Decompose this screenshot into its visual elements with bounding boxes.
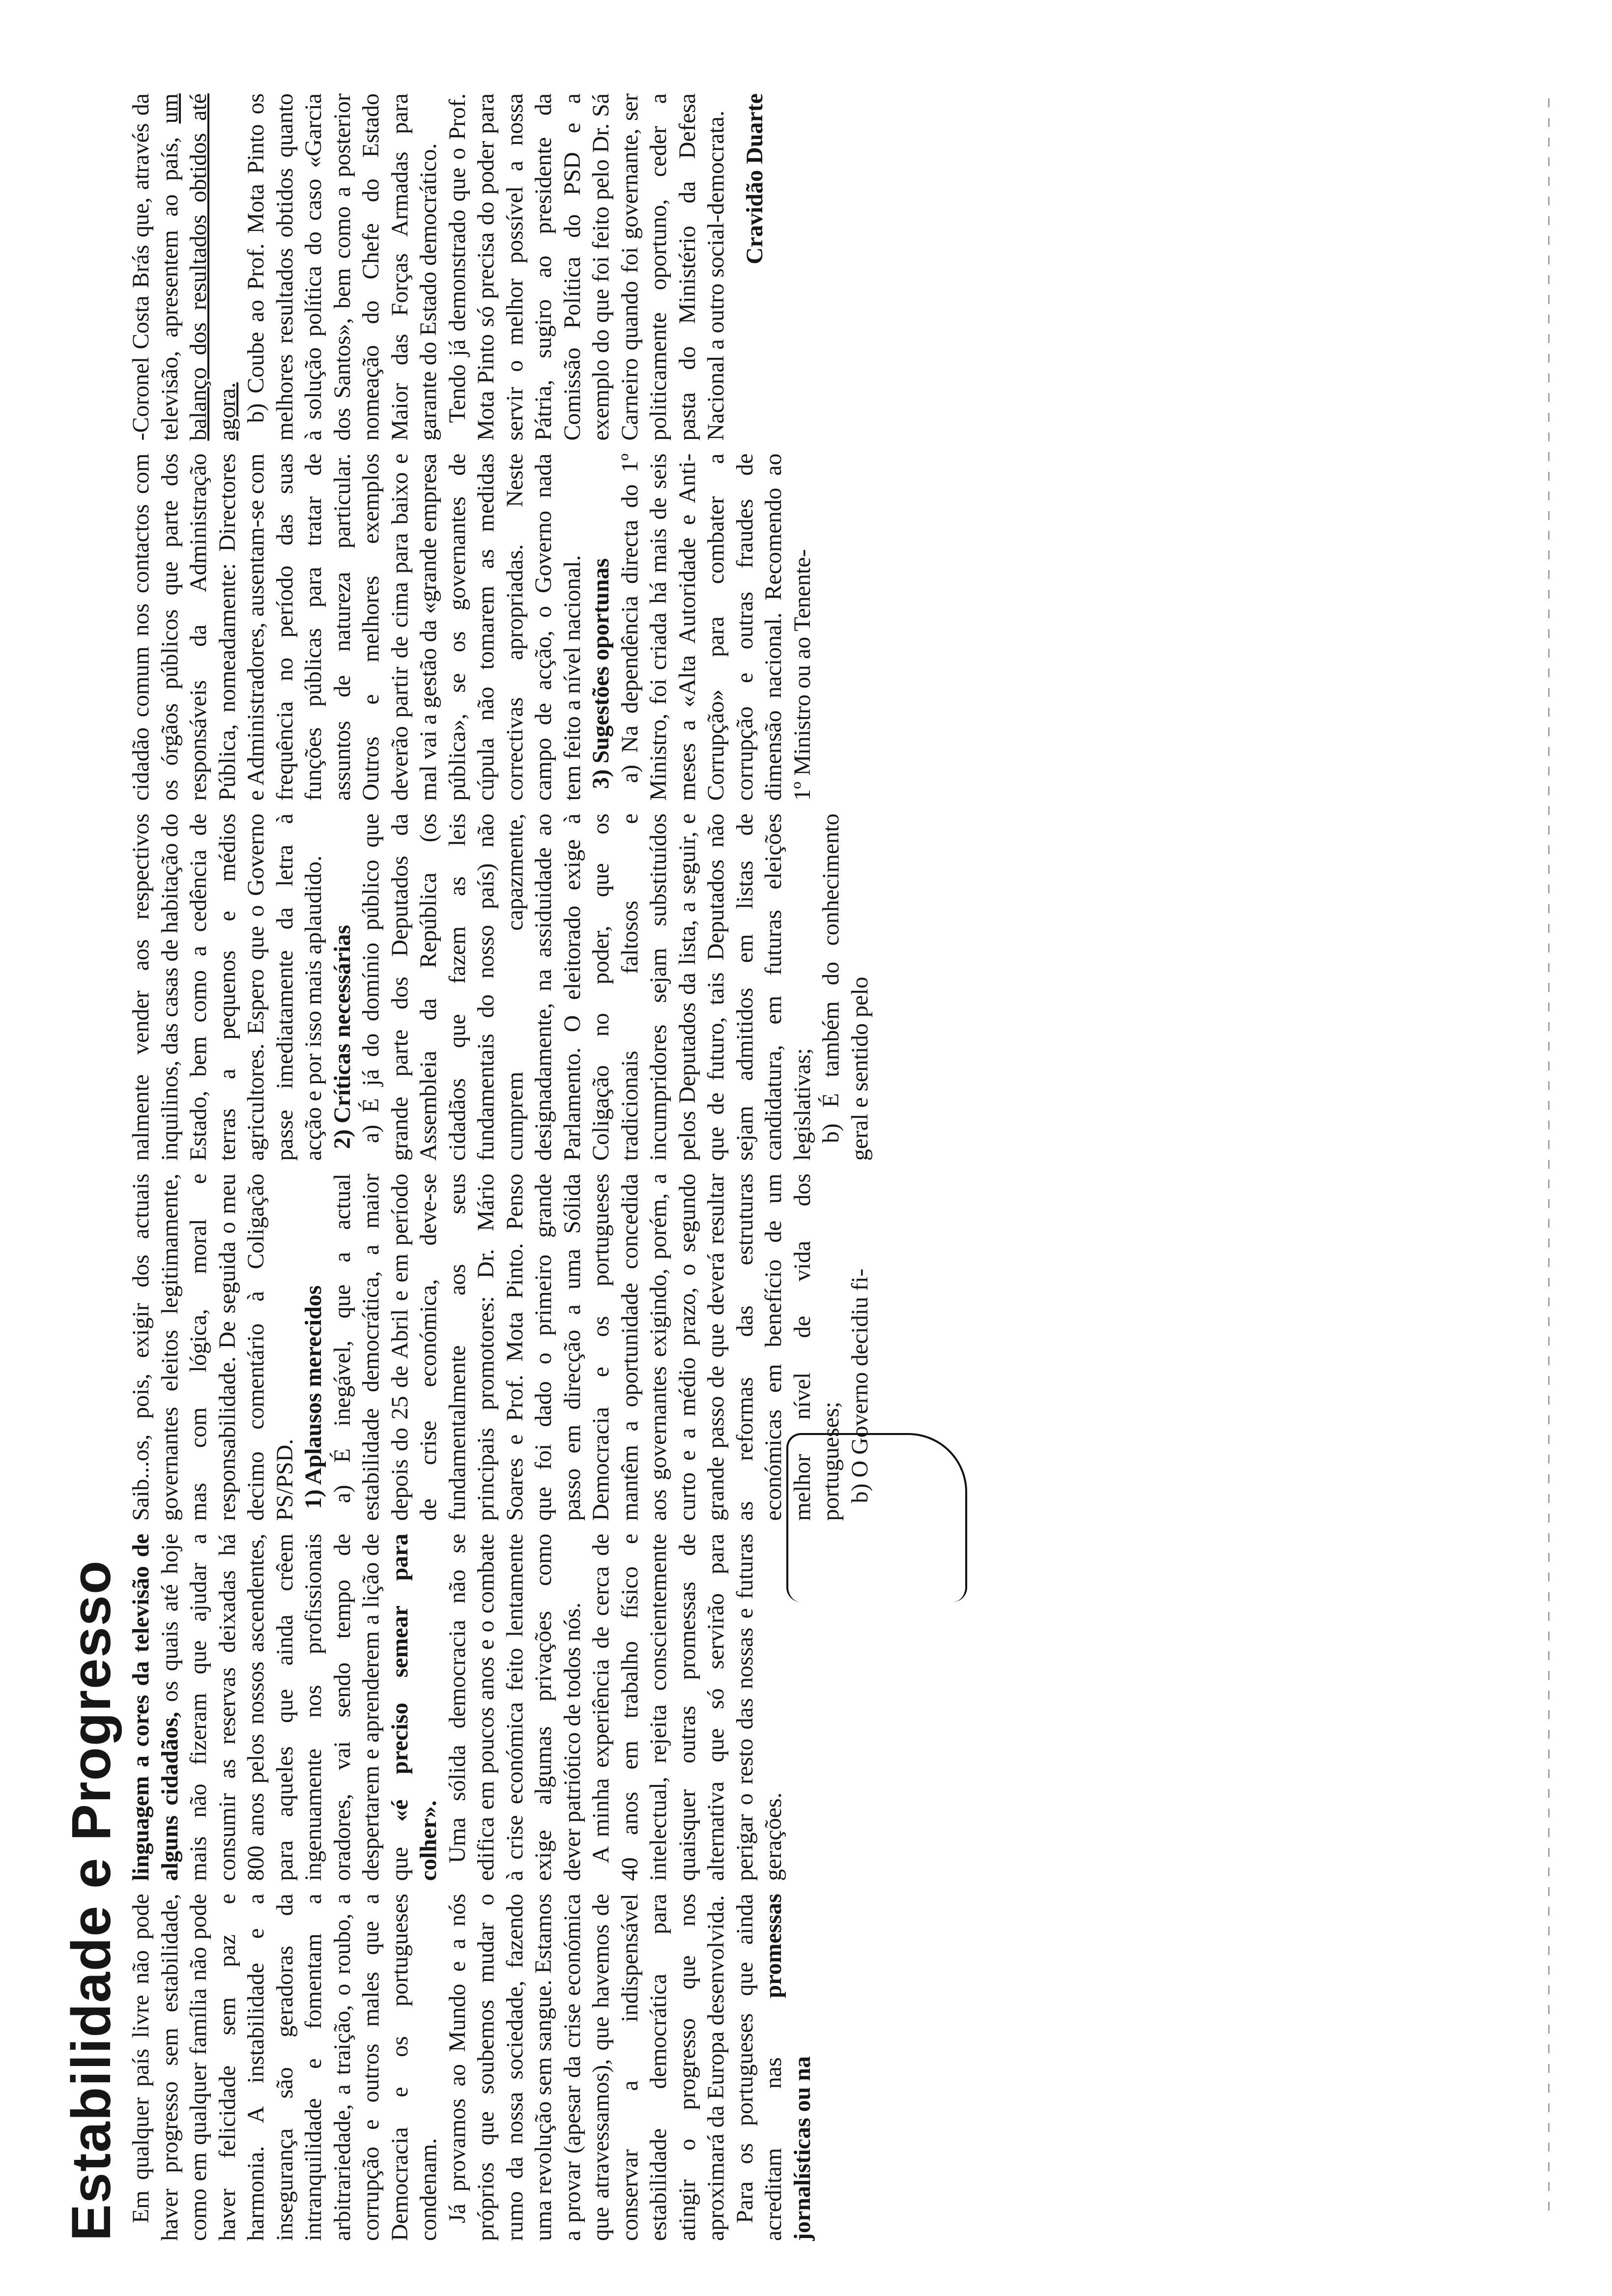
author-signature: Cravidão Duarte (741, 93, 768, 264)
paragraph: Saib...os, pois, exigir dos actuais governantes eleitos legitimamente, mas com lógica, moral e responsabilidade. De seguida o meu decimo comentário à Coligação PS/PSD. (128, 1173, 298, 1521)
paragraph: b) Coube ao Prof. Mota Pinto os melhores resultados obtidos quanto à solução política do caso «Garcia dos Santos», bem como a posterior nomeação do Chefe do Estado Maior das Forças Armadas para garante do Estado democrático. (243, 93, 441, 441)
paragraph: Em qualquer país livre não pode haver progresso sem estabilidade, como em qualquer família não pode haver felicidade sem paz e harmonia. A instabilidade e a insegurança são geradoras da intranquilidade e fomentam a arbitrariedade, a traição, o roubo, a corrupção e outros males que a Democracia e os portugueses condenam. (128, 1894, 441, 2241)
text-run-bold: «é preciso semear para colher». (386, 1533, 441, 1881)
newspaper-clipping (60, 93, 973, 2241)
subheading-criticas: 2) Críticas necessárias (329, 925, 355, 1149)
paragraph: nalmente vender aos respectivos inquilinos, das casas de habitação do Estado, bem como a cedência de terras a pequenos e médios agricultores. Espero que o Governo passe imediatamente da letra à acção e por isso mais aplaudido. (128, 813, 326, 1161)
paragraph: cidadão comum nos contactos com os órgãos públicos que parte dos responsáveis da Administração Pública, nomeadamente: Directores e Administradores, ausentam-se com frequência no período das suas funções públicas para tratar de assuntos de natureza particular. Outros e melhores exemplos deverão partir de cima para baixo e mal vai a gestão da «grande empresa pública», se os governantes de cúpula não tomarem as medidas correctivas apropriadas. Neste campo de acção, o Governo nada tem feito a nível nacional. (128, 453, 585, 801)
paragraph: a) É inegável, que a actual estabilidade democrática, a maior depois do 25 de Abril e em período de crise económica, deve-se fundamentalmente aos seus principais promotores: Dr. Mário Soares e Prof. Mota Pinto. Penso que foi dado o primeiro grande passo em direcção a uma Sólida Democracia e os portugueses mantêm a oportunidade concedida aos governantes exigindo, porém, a curto e a médio prazo, o segundo grande passo de que deverá resultar as reformas das estruturas económicas em benefício de um melhor nível de vida dos portugueses; (329, 1173, 844, 1521)
text-run-bold: linguagem a cores da televisão de alguns cidadãos, (128, 1533, 183, 1881)
subheading-aplausos: 1) Aplausos merecidos (300, 1285, 326, 1509)
paragraph: Uma sólida democracia não se edifica em poucos anos e o combate à crise económica feito lentamente exige algumas privações como dever patriótico de todos nós. (444, 1533, 585, 1881)
text-run: Para os portugueses que ainda acreditam nas (731, 1894, 786, 2241)
paragraph: A minha experiência de cerca de 40 anos em trabalho físico e intelectual, rejeita conscientemente quaisquer outras promessas de alternativa que só servirão para perigar o resto das nossas e futuras gerações. (588, 1533, 786, 1881)
column-4 (127, 813, 962, 1161)
column-5 (127, 454, 962, 801)
paragraph (127, 1534, 443, 1881)
paragraph: b) É também do conhecimento geral e sentido pelo (818, 813, 873, 1161)
column-1 (127, 1894, 962, 2241)
text-run-bold: promessas jornalísticas ou na (760, 1894, 815, 2241)
paragraph: a) É já do domínio público que grande parte dos Deputados da Assembleia da República (os cidadãos que fazem as leis fundamentais do nosso país) não cumprem capazmente, designadamente, na assiduidade ao Parlamento. O eleitorado exige à Coligação no poder, que os tradicionais faltosos e incumpridores sejam substituídos pelos Deputados da lista, a seguir, e que de futuro, tais Deputados não sejam admitidos em listas de candidatura, em futuras eleições legislativas; (358, 813, 815, 1161)
text-run: os quais até hoje mais não fizeram que ajudar a consumir as reservas deixadas há 800 anos pelos nossos ascendentes, para aqueles que ainda crêem ingenuamente nos profissionais oradores, vai sendo tempo de despertarem e aprenderem a lição de que (156, 1533, 413, 1881)
column-6 (127, 93, 962, 441)
scan-edge-line (1548, 98, 1550, 2211)
paragraph: b) O Governo decidiu fi- (846, 1268, 873, 1503)
paragraph: Tendo já demonstrado que o Prof. Mota Pinto só precisa do poder para servir o melhor possível a nossa Pátria, sugiro ao presidente da Comissão Política do PSD e a exemplo do que foi feito pelo Dr. Sá Carneiro quando foi governante, ser politicamente oportuno, ceder a pasta do Ministério da Defesa Nacional a outro social-democrata. (444, 93, 729, 441)
paragraph: a) Na dependência directa do 1º Ministro, foi criada há mais de seis meses a «Alta Autoridade e Anti-Corrupção» para combater a corrupção e outras fraudes de dimensão nacional. Recomendo ao 1º Ministro ou ao Tenente- (616, 453, 815, 801)
text-run: -Coronel Costa Brás que, através da televisão, apresentem ao país, (128, 93, 183, 441)
paragraph (731, 1894, 817, 2241)
text-run-underlined: um balanço dos resultados obtidos até agora. (156, 93, 240, 441)
paragraph (127, 93, 242, 441)
paragraph: Já provamos ao Mundo e a nós próprios que soubemos mudar o rumo da nossa sociedade, fazendo uma revolução sem sangue. Estamos a provar (apesar da crise económica que atravessamos), que havemos de conservar a indispensável estabilidade democrática para atingir o progresso que nos aproximará da Europa desenvolvida. (444, 1894, 729, 2241)
subheading-sugestoes: 3) Sugestões oportunas (588, 558, 614, 789)
article-columns (127, 93, 962, 2241)
article-title: Estabilidade e Progresso (60, 1559, 122, 2241)
handwritten-bracket-mark (786, 1433, 967, 1602)
